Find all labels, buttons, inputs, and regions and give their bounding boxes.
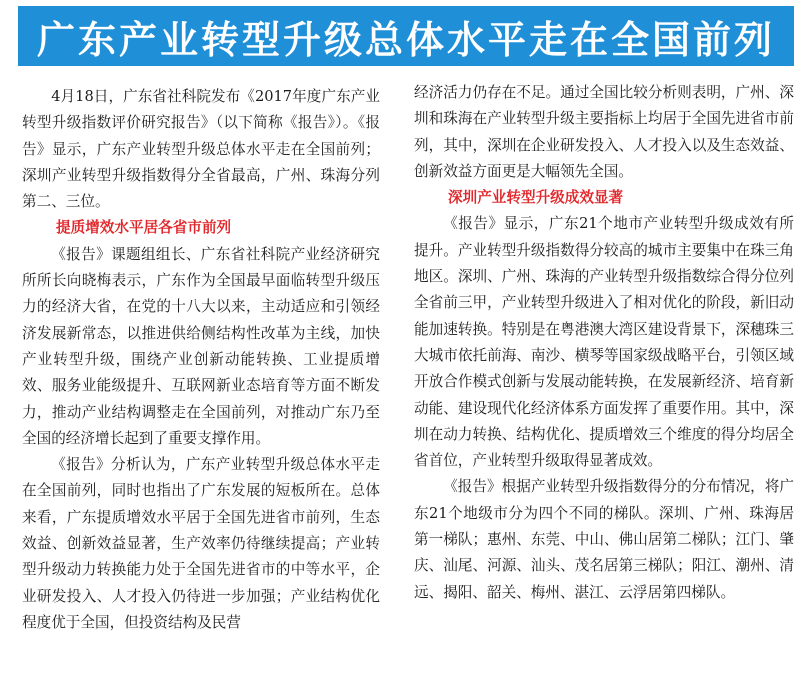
paragraph-analysis-continued: 经济活力仍存在不足。通过全国比较分析则表明，广州、深圳和珠海在产业转型升级主要指标上均居于全国先进省市前列，其中，深圳在企业研发投入、人才投入以及生态效益、创新效益方面更是大幅领先全国。 — [414, 84, 794, 180]
section-heading-quality: 提质增效水平居各省市前列 — [56, 219, 232, 237]
section-heading-shenzhen: 深圳产业转型升级成效显著 — [448, 189, 624, 207]
paragraph-intro: 4月18日，广东省社科院发布《2017年度广东产业转型升级指数评价研究报告》（以下简称《报告》）。《报告》显示，广东产业转型升级总体水平走在全国前列；深圳产业转型升级指数得分全省最高，广州、珠海分列第二、三位。 — [22, 88, 380, 211]
title-banner — [18, 6, 794, 66]
left-column — [22, 84, 380, 636]
paragraph-interview: 《报告》课题组组长、广东省社科院产业经济研究所所长向晓梅表示，广东作为全国最早面临转型升级压力的经济大省，在党的十八大以来，主动适应和引领经济发展新常态，以推进供给侧结构性改革为主线，加快产业转型升级，围绕产业创新动能转换、工业提质增效、服务业能级提升、互联网新业态培育等方面不断发力，推动产业结构调整走在全国前列，对推动广东乃至全国的经济增长起到了重要支撑作用。 — [22, 245, 380, 447]
paragraph-cities: 《报告》显示，广东21个地市产业转型升级成效有所提升。产业转型升级指数得分较高的城市主要集中在珠三角地区。深圳、广州、珠海的产业转型升级指数综合得分位列全省前三甲，产业转型升级进入了相对优化的阶段，新旧动能加速转换。特别是在粤港澳大湾区建设背景下，深穗珠三大城市依托前海、南沙、横琴等国家级战略平台，引领区域开放合作模式创新与发展动能转换，在发展新经济、培育新动能、建设现代化经济体系方面发挥了重要作用。其中，深圳在动力转换、结构优化、提质增效三个维度的得分均居全省首位，产业转型升级取得显著成效。 — [414, 215, 794, 470]
paragraph-analysis: 《报告》分析认为，广东产业转型升级总体水平走在全国前列，同时也指出了广东发展的短板所在。总体来看，广东提质增效水平居于全国先进省市前列，生态效益、创新效益显著，生产效率仍待继续提高；产业转型升级动力转换能力处于全国先进省市的中等水平，企业研发投入、人才投入仍待进一步加强；产业结构优化程度优于全国，但投资结构及民营 — [22, 456, 380, 631]
right-column — [414, 80, 794, 606]
headline: 广东产业转型升级总体水平走在全国前列 — [36, 17, 775, 62]
paragraph-tiers: 《报告》根据产业转型升级指数得分的分布情况，将广东21个地级市分为四个不同的梯队。深圳、广州、珠海居第一梯队；惠州、东莞、中山、佛山居第二梯队；江门、肇庆、汕尾、河源、汕头、茂名居第三梯队；阳江、潮州、清远、揭阳、韶关、梅州、湛江、云浮居第四梯队。 — [414, 478, 794, 601]
